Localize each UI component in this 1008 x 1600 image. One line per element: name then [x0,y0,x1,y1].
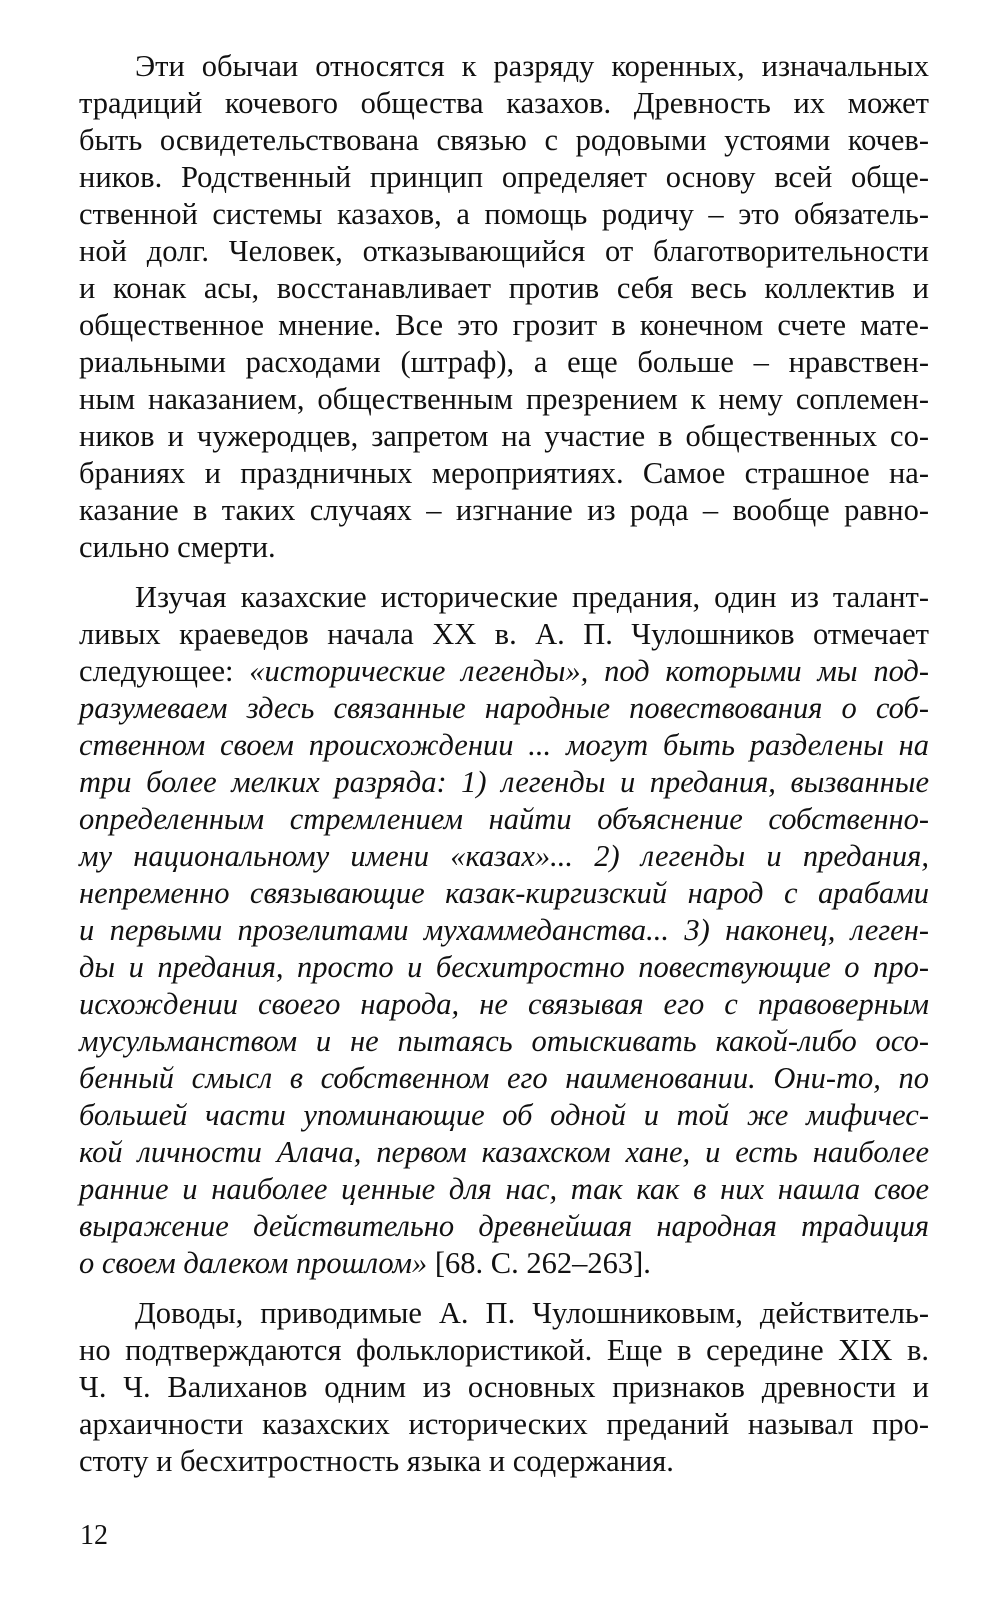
text-line: стоту и бесхитростность языка и содержания. [79,1444,674,1478]
text-segment: следующее: [79,654,250,688]
text-line: ственной системы казахов, а помощь родичу – это обязатель- [79,197,929,231]
italic-quote-segment: о своем далеком прошлом» [79,1246,428,1280]
text-line: ной долг. Человек, отказывающийся от благотворительности [79,234,929,268]
paragraph-3 [79,1295,929,1480]
text-line: традиций кочевого общества казахов. Древность их может [79,86,929,120]
text-line: три более мелких разряда: 1) легенды и предания, вызванные [79,765,929,799]
text-line: архаичности казахских исторических преданий называл про- [79,1407,929,1441]
text-line: Ч. Ч. Валиханов одним из основных признаков древности и [79,1370,929,1404]
text-line: Изучая казахские исторические предания, один из талант- [135,580,929,614]
text-line: и конак асы, восстанавливает против себя весь коллектив и [79,271,929,305]
text-line: Доводы, приводимые А. П. Чулошниковым, действитель- [135,1296,929,1330]
text-line [79,653,929,690]
text-segment: [68. С. 262–263]. [427,1246,651,1280]
text-line: ников и чужеродцев, запретом на участие в общественных со- [79,419,929,453]
text-line: му национальному имени «казах»... 2) легенды и предания, [79,839,929,873]
text-line: ливых краеведов начала XX в. А. П. Чулошников отмечает [79,617,929,651]
text-line: казание в таких случаях – изгнание из рода – вообще равно- [79,493,929,527]
text-line: но подтверждаются фольклористикой. Еще в середине XIX в. [79,1333,929,1367]
text-line [79,1245,929,1282]
text-line: исхождении своего народа, не связывая его с правоверным [79,987,929,1021]
paragraph-1 [79,48,929,566]
text-line: общественное мнение. Все это грозит в конечном счете мате- [79,308,929,342]
text-line: сильно смерти. [79,530,276,564]
text-line: мусульманством и не пытаясь отыскивать какой-либо осо- [79,1024,929,1058]
text-line: большей части упоминающие об одной и той же мифичес- [79,1098,929,1132]
paragraph-2 [79,579,929,1282]
text-line: риальными расходами (штраф), а еще больше – нравствен- [79,345,929,379]
text-line: браниях и праздничных мероприятиях. Самое страшное на- [79,456,929,490]
text-line: бенный смысл в собственном его наименовании. Они-то, по [79,1061,929,1095]
text-line: ников. Родственный принцип определяет основу всей обще- [79,160,929,194]
text-line: Эти обычаи относятся к разряду коренных, изначальных [135,49,929,83]
text-line: разумеваем здесь связанные народные повествования о соб- [79,691,929,725]
text-line: выражение действительно древнейшая народная традиция [79,1209,929,1243]
text-line: и первыми прозелитами мухаммеданства... 3) наконец, леген- [79,913,929,947]
text-line: ственном своем происхождении ... могут быть разделены на [79,728,929,762]
text-line: быть освидетельствована связью с родовыми устоями кочев- [79,123,929,157]
text-line: кой личности Алача, первом казахском хане, и есть наиболее [79,1135,929,1169]
page-body [79,48,929,1480]
text-line: определенным стремлением найти объяснение собственно- [79,802,929,836]
italic-quote-segment: «исторические легенды», под которыми мы под- [249,654,930,688]
text-line: непременно связывающие казак-киргизский народ с арабами [79,876,929,910]
text-line: ным наказанием, общественным презрением к нему соплемен- [79,382,929,416]
text-line: ранние и наиболее ценные для нас, так как в них нашла свое [79,1172,929,1206]
page-number: 12 [80,1520,108,1551]
text-line: ды и предания, просто и бесхитростно повествующие о про- [79,950,929,984]
